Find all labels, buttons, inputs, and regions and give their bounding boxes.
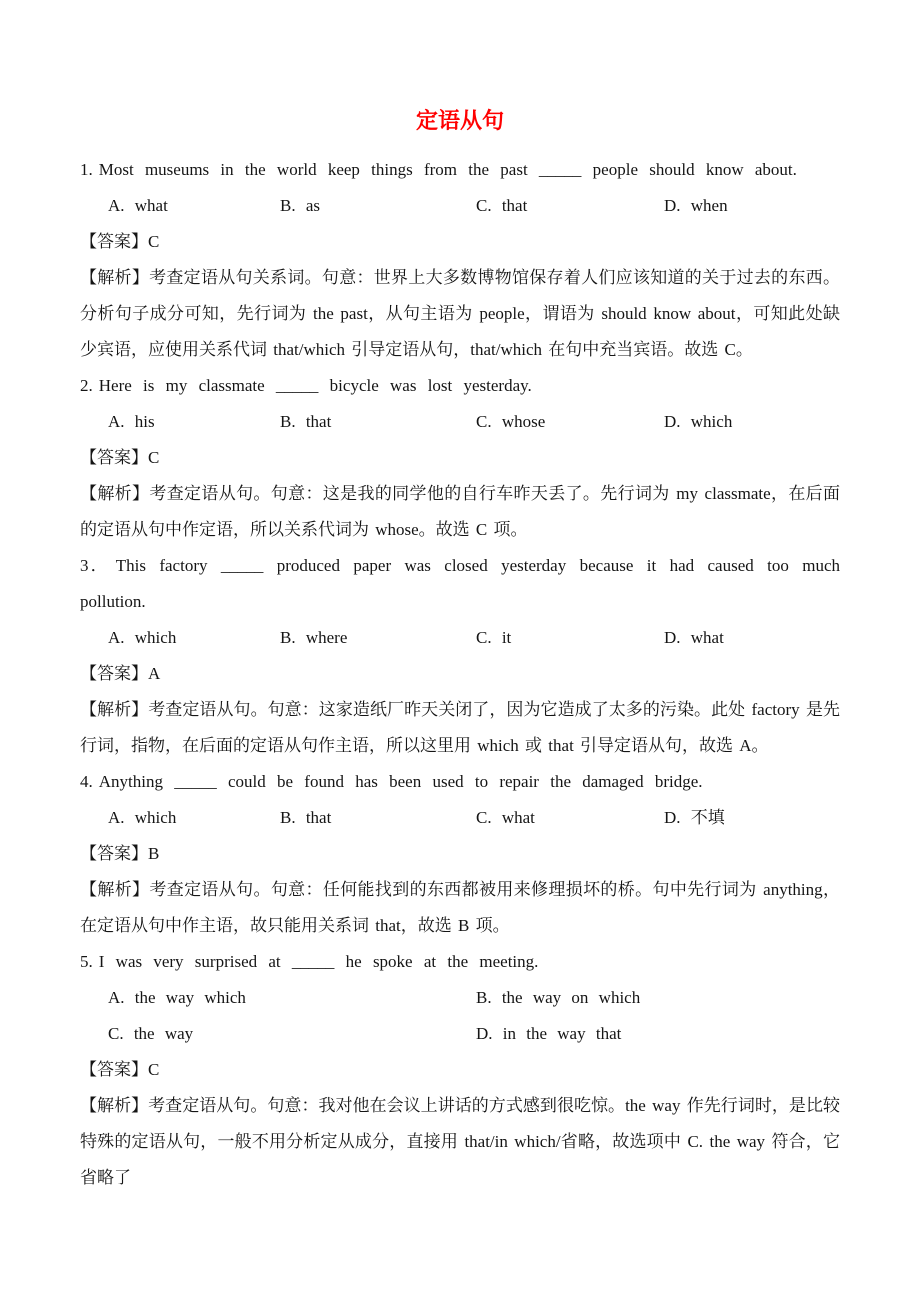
question-5-options [80, 980, 840, 1052]
question-1-analysis [80, 260, 840, 368]
question-1-option-a: A. what [108, 196, 168, 215]
question-3-answer-value: A [148, 664, 161, 683]
question-4-option-d: D. 不填 [664, 808, 725, 827]
answer-label: 【答案】 [80, 664, 148, 683]
question-1-option-b: B. as [280, 196, 320, 215]
question-2-stem [80, 368, 840, 404]
answer-label: 【答案】 [80, 1060, 148, 1079]
question-3-option-a: A. which [108, 628, 177, 647]
question-5-analysis [80, 1088, 840, 1196]
question-2-options [80, 404, 840, 440]
question-4-text: Anything _____ could be found has been used to repair the damaged bridge. [98, 772, 703, 791]
question-2-option-b: B. that [280, 412, 332, 431]
question-3-number: 3． [80, 556, 110, 575]
question-block-3 [80, 548, 840, 764]
question-5-answer-line [80, 1052, 840, 1088]
question-3-stem [80, 548, 840, 620]
question-2-number: 2. [80, 376, 93, 395]
answer-label: 【答案】 [80, 448, 148, 467]
analysis-label: 【解析】 [80, 484, 150, 503]
question-5-option-b: B. the way on which [476, 988, 641, 1007]
question-block-1 [80, 152, 840, 368]
question-3-option-d: D. what [664, 628, 724, 647]
question-4-option-b: B. that [280, 808, 332, 827]
question-1-analysis-text: 考查定语从句关系词。句意：世界上大多数博物馆保存着人们应该知道的关于过去的东西。分析句子成分可知，先行词为 the past，从句主语为 people，谓语为 should know about，可知此处缺少宾语，应使用关系代词 that/which 引导定语从句，that/which 在句中充当宾语。故选 C。 [80, 268, 841, 359]
question-4-answer-line [80, 836, 840, 872]
answer-label: 【答案】 [80, 232, 148, 251]
question-4-option-a: A. which [108, 808, 177, 827]
question-block-5 [80, 944, 840, 1196]
question-5-answer-value: C [148, 1060, 160, 1079]
question-2-text: Here is my classmate _____ bicycle was lost yesterday. [98, 376, 532, 395]
question-5-text: I was very surprised at _____ he spoke at the meeting. [98, 952, 539, 971]
question-4-options [80, 800, 840, 836]
analysis-label: 【解析】 [80, 268, 150, 287]
question-5-analysis-text: 考查定语从句。句意：我对他在会议上讲话的方式感到很吃惊。the way 作先行词时，是比较特殊的定语从句，一般不用分析定从成分，直接用 that/in which/省略，故选项中 C. the way 符合，它省略了 [80, 1096, 841, 1187]
page-title: 定语从句 [415, 108, 504, 133]
question-3-answer-line [80, 656, 840, 692]
question-4-analysis-text: 考查定语从句。句意：任何能找到的东西都被用来修理损坏的桥。句中先行词为 anything，在定语从句中作主语，故只能用关系词 that，故选 B 项。 [80, 880, 840, 935]
question-block-2 [80, 368, 840, 548]
question-3-analysis [80, 692, 840, 764]
analysis-label: 【解析】 [80, 880, 150, 899]
question-3-options [80, 620, 840, 656]
question-1-option-d: D. when [664, 196, 728, 215]
question-4-stem [80, 764, 840, 800]
analysis-label: 【解析】 [80, 1096, 149, 1115]
question-2-analysis-text: 考查定语从句。句意：这是我的同学他的自行车昨天丢了。先行词为 my classmate，在后面的定语从句中作定语，所以关系代词为 whose。故选 C 项。 [80, 484, 840, 539]
question-5-number: 5. [80, 952, 93, 971]
question-4-answer-value: B [148, 844, 160, 863]
question-2-analysis [80, 476, 840, 548]
question-2-answer-line [80, 440, 840, 476]
question-3-text: This factory _____ produced paper was closed yesterday because it had caused too much pollution. [80, 556, 840, 611]
question-1-option-c: C. that [476, 196, 528, 215]
question-2-option-d: D. which [664, 412, 733, 431]
question-3-option-b: B. where [280, 628, 348, 647]
question-5-option-a: A. the way which [108, 988, 246, 1007]
question-1-text: Most museums in the world keep things from the past _____ people should know about. [98, 160, 797, 179]
question-3-option-c: C. it [476, 628, 512, 647]
question-5-option-d: D. in the way that [476, 1024, 622, 1043]
question-2-answer-value: C [148, 448, 160, 467]
question-1-stem [80, 152, 840, 188]
question-1-options [80, 188, 840, 224]
question-1-answer-value: C [148, 232, 160, 251]
question-2-option-a: A. his [108, 412, 155, 431]
answer-label: 【答案】 [80, 844, 148, 863]
question-4-analysis [80, 872, 840, 944]
question-4-option-c: C. what [476, 808, 535, 827]
question-block-4 [80, 764, 840, 944]
analysis-label: 【解析】 [80, 700, 149, 719]
question-1-answer-line [80, 224, 840, 260]
question-1-number: 1. [80, 160, 93, 179]
question-2-option-c: C. whose [476, 412, 546, 431]
question-3-analysis-text: 考查定语从句。句意：这家造纸厂昨天关闭了，因为它造成了太多的污染。此处 factory 是先行词，指物，在后面的定语从句作主语，所以这里用 which 或 that 引导定语从句，故选 A。 [80, 700, 841, 755]
question-5-stem [80, 944, 840, 980]
question-5-option-c: C. the way [108, 1024, 194, 1043]
question-4-number: 4. [80, 772, 93, 791]
